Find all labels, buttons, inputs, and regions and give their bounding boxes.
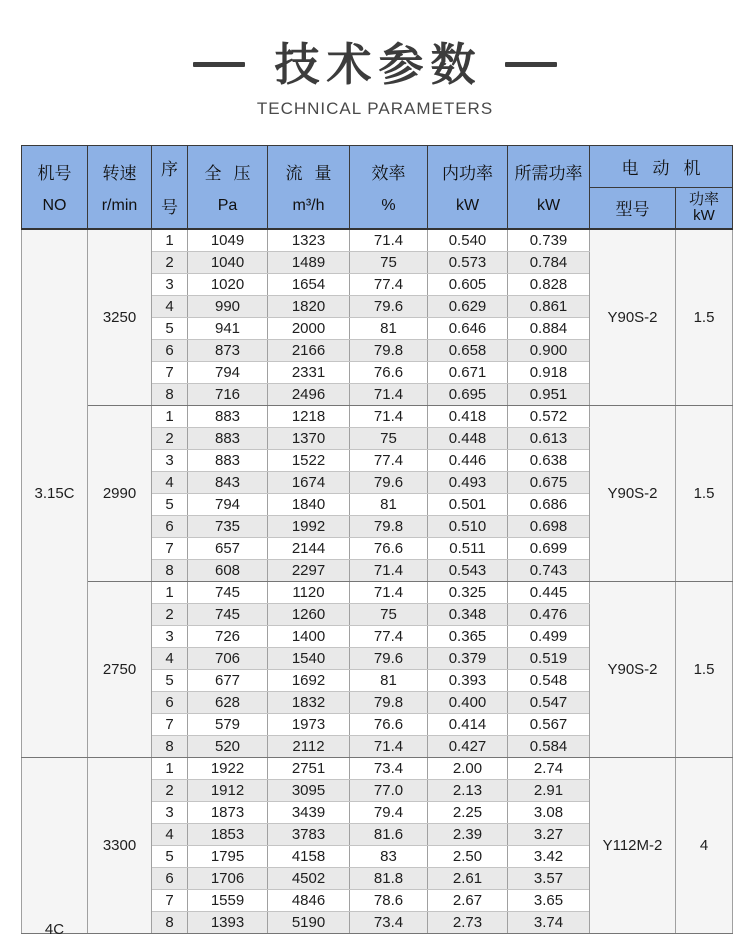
col-header-machine-no bbox=[22, 145, 88, 229]
cell-serial: 8 bbox=[152, 560, 188, 582]
speed-cell: 2990 bbox=[88, 406, 152, 582]
cell-internal-power: 0.393 bbox=[428, 670, 508, 692]
cell-flow: 1370 bbox=[268, 428, 350, 450]
cell-efficiency: 81.6 bbox=[350, 824, 428, 846]
speed-cell: 3250 bbox=[88, 229, 152, 406]
title-dash-right bbox=[505, 62, 557, 67]
cell-serial: 8 bbox=[152, 736, 188, 758]
cell-pressure: 1393 bbox=[188, 912, 268, 934]
cell-efficiency: 76.6 bbox=[350, 538, 428, 560]
cell-flow: 1540 bbox=[268, 648, 350, 670]
pressure-unit: Pa bbox=[217, 196, 238, 214]
cell-serial: 2 bbox=[152, 780, 188, 802]
speed-en: r/min bbox=[101, 196, 138, 214]
cell-internal-power: 0.400 bbox=[428, 692, 508, 714]
title-dash-left bbox=[193, 62, 245, 67]
cell-efficiency: 71.4 bbox=[350, 406, 428, 428]
serial-zh2: 号 bbox=[161, 198, 178, 218]
cell-required-power: 3.57 bbox=[508, 868, 590, 890]
cell-efficiency: 71.4 bbox=[350, 229, 428, 252]
technical-parameters-table bbox=[21, 145, 733, 938]
cell-internal-power: 2.39 bbox=[428, 824, 508, 846]
cell-flow: 1260 bbox=[268, 604, 350, 626]
motor-zh: 电动机 bbox=[621, 158, 715, 178]
cell-flow: 1674 bbox=[268, 472, 350, 494]
page-subtitle: TECHNICAL PARAMETERS bbox=[256, 98, 494, 118]
cell-internal-power: 2.13 bbox=[428, 780, 508, 802]
cell-pressure: 1706 bbox=[188, 868, 268, 890]
cell-pressure: 873 bbox=[188, 340, 268, 362]
motor-power-cell: 1.5 bbox=[676, 582, 733, 758]
cell-pressure: 1049 bbox=[188, 229, 268, 252]
internal-power-unit: kW bbox=[455, 196, 480, 214]
cell-pressure: 716 bbox=[188, 384, 268, 406]
cell-internal-power: 0.573 bbox=[428, 252, 508, 274]
cell-efficiency: 76.6 bbox=[350, 714, 428, 736]
cell-internal-power: 0.543 bbox=[428, 560, 508, 582]
cell-required-power: 0.900 bbox=[508, 340, 590, 362]
cell-required-power: 2.91 bbox=[508, 780, 590, 802]
cell-serial: 1 bbox=[152, 582, 188, 604]
cell-internal-power: 2.00 bbox=[428, 758, 508, 780]
cell-required-power: 0.572 bbox=[508, 406, 590, 428]
cell-required-power: 3.74 bbox=[508, 912, 590, 934]
cell-required-power: 0.584 bbox=[508, 736, 590, 758]
cell-required-power: 0.699 bbox=[508, 538, 590, 560]
cell-efficiency: 79.8 bbox=[350, 692, 428, 714]
cell-serial: 2 bbox=[152, 428, 188, 450]
cell-internal-power: 0.427 bbox=[428, 736, 508, 758]
header-row-1 bbox=[22, 145, 733, 187]
table-row bbox=[22, 229, 733, 252]
cell-efficiency: 71.4 bbox=[350, 736, 428, 758]
cell-serial: 4 bbox=[152, 296, 188, 318]
cell-pressure: 1559 bbox=[188, 890, 268, 912]
speed-zh: 转速 bbox=[102, 163, 137, 183]
pressure-zh: 全压 bbox=[204, 163, 263, 183]
cell-serial: 1 bbox=[152, 758, 188, 780]
cell-required-power: 0.918 bbox=[508, 362, 590, 384]
efficiency-unit: % bbox=[381, 196, 396, 214]
cell-efficiency: 83 bbox=[350, 846, 428, 868]
cell-internal-power: 0.510 bbox=[428, 516, 508, 538]
col-header-internal-power bbox=[428, 145, 508, 229]
cell-internal-power: 0.540 bbox=[428, 229, 508, 252]
machine-no-en: NO bbox=[42, 196, 67, 214]
cell-pressure: 1922 bbox=[188, 758, 268, 780]
required-power-zh: 所需功率 bbox=[514, 163, 583, 183]
cell-serial: 7 bbox=[152, 890, 188, 912]
cell-internal-power: 0.646 bbox=[428, 318, 508, 340]
cell-serial: 3 bbox=[152, 274, 188, 296]
motor-model-zh: 型号 bbox=[615, 200, 650, 220]
cell-pressure: 520 bbox=[188, 736, 268, 758]
cell-flow: 1832 bbox=[268, 692, 350, 714]
cell-pressure: 1873 bbox=[188, 802, 268, 824]
cell-serial: 5 bbox=[152, 670, 188, 692]
cell-efficiency: 81.8 bbox=[350, 868, 428, 890]
cell-flow: 3783 bbox=[268, 824, 350, 846]
cell-flow: 1820 bbox=[268, 296, 350, 318]
cell-internal-power: 0.414 bbox=[428, 714, 508, 736]
cell-internal-power: 0.348 bbox=[428, 604, 508, 626]
cell-required-power: 0.613 bbox=[508, 428, 590, 450]
cell-pressure: 745 bbox=[188, 604, 268, 626]
cell-required-power: 0.547 bbox=[508, 692, 590, 714]
col-header-motor-model bbox=[590, 187, 676, 229]
cell-required-power: 3.65 bbox=[508, 890, 590, 912]
cell-efficiency: 77.4 bbox=[350, 450, 428, 472]
cell-serial: 6 bbox=[152, 692, 188, 714]
cell-serial: 1 bbox=[152, 229, 188, 252]
cell-flow: 2297 bbox=[268, 560, 350, 582]
cell-serial: 7 bbox=[152, 362, 188, 384]
cell-serial: 3 bbox=[152, 450, 188, 472]
cell-internal-power: 0.446 bbox=[428, 450, 508, 472]
speed-cell: 2750 bbox=[88, 582, 152, 758]
cell-pressure: 726 bbox=[188, 626, 268, 648]
cell-flow: 2112 bbox=[268, 736, 350, 758]
cell-required-power: 0.686 bbox=[508, 494, 590, 516]
cell-pressure: 657 bbox=[188, 538, 268, 560]
col-header-pressure bbox=[188, 145, 268, 229]
title-block bbox=[0, 0, 750, 119]
cell-required-power: 3.42 bbox=[508, 846, 590, 868]
cell-internal-power: 0.448 bbox=[428, 428, 508, 450]
flow-unit: m³/h bbox=[292, 196, 325, 214]
cell-required-power: 0.499 bbox=[508, 626, 590, 648]
cell-efficiency: 79.8 bbox=[350, 516, 428, 538]
cell-efficiency: 77.0 bbox=[350, 780, 428, 802]
cell-internal-power: 0.629 bbox=[428, 296, 508, 318]
cell-efficiency: 77.4 bbox=[350, 274, 428, 296]
motor-power-unit: kW bbox=[693, 206, 715, 224]
cell-pressure: 1853 bbox=[188, 824, 268, 846]
cell-flow: 2166 bbox=[268, 340, 350, 362]
cell-serial: 3 bbox=[152, 802, 188, 824]
cell-flow: 4158 bbox=[268, 846, 350, 868]
cell-serial: 5 bbox=[152, 494, 188, 516]
cell-required-power: 0.445 bbox=[508, 582, 590, 604]
internal-power-zh: 内功率 bbox=[442, 163, 493, 183]
cell-flow: 5190 bbox=[268, 912, 350, 934]
table-header bbox=[22, 145, 733, 229]
cell-efficiency: 79.4 bbox=[350, 802, 428, 824]
cell-required-power: 0.743 bbox=[508, 560, 590, 582]
cell-pressure: 1912 bbox=[188, 780, 268, 802]
cell-flow: 1840 bbox=[268, 494, 350, 516]
cell-flow: 1323 bbox=[268, 229, 350, 252]
cell-flow: 2331 bbox=[268, 362, 350, 384]
cell-pressure: 1040 bbox=[188, 252, 268, 274]
machine-no-label: 3.15C bbox=[34, 485, 75, 502]
cell-required-power: 0.784 bbox=[508, 252, 590, 274]
cell-required-power: 0.548 bbox=[508, 670, 590, 692]
cell-required-power: 0.739 bbox=[508, 229, 590, 252]
cell-pressure: 677 bbox=[188, 670, 268, 692]
serial-zh: 序 bbox=[161, 160, 178, 180]
cell-pressure: 1795 bbox=[188, 846, 268, 868]
cell-flow: 4502 bbox=[268, 868, 350, 890]
cell-efficiency: 81 bbox=[350, 670, 428, 692]
cell-serial: 3 bbox=[152, 626, 188, 648]
cell-internal-power: 0.379 bbox=[428, 648, 508, 670]
cell-pressure: 883 bbox=[188, 428, 268, 450]
machine-no-label: 4C bbox=[44, 921, 65, 938]
cell-flow: 1522 bbox=[268, 450, 350, 472]
cell-internal-power: 0.325 bbox=[428, 582, 508, 604]
cell-internal-power: 0.671 bbox=[428, 362, 508, 384]
cell-pressure: 883 bbox=[188, 406, 268, 428]
cell-efficiency: 76.6 bbox=[350, 362, 428, 384]
cell-flow: 1973 bbox=[268, 714, 350, 736]
cell-serial: 8 bbox=[152, 912, 188, 934]
col-header-flow bbox=[268, 145, 350, 229]
cell-serial: 6 bbox=[152, 340, 188, 362]
cell-efficiency: 79.6 bbox=[350, 296, 428, 318]
cell-required-power: 0.861 bbox=[508, 296, 590, 318]
cell-required-power: 0.567 bbox=[508, 714, 590, 736]
table-row bbox=[22, 406, 733, 428]
cell-pressure: 745 bbox=[188, 582, 268, 604]
cell-pressure: 883 bbox=[188, 450, 268, 472]
efficiency-zh: 效率 bbox=[371, 163, 406, 183]
col-header-motor bbox=[590, 145, 733, 187]
cell-serial: 2 bbox=[152, 604, 188, 626]
cell-pressure: 735 bbox=[188, 516, 268, 538]
cell-efficiency: 75 bbox=[350, 604, 428, 626]
cell-required-power: 2.74 bbox=[508, 758, 590, 780]
cell-flow: 3439 bbox=[268, 802, 350, 824]
cell-serial: 7 bbox=[152, 714, 188, 736]
cell-efficiency: 73.4 bbox=[350, 758, 428, 780]
cell-efficiency: 79.8 bbox=[350, 340, 428, 362]
col-header-serial bbox=[152, 145, 188, 229]
table-row bbox=[22, 758, 733, 780]
cell-required-power: 3.27 bbox=[508, 824, 590, 846]
page-title: 技术参数 bbox=[274, 39, 483, 90]
cell-flow: 2144 bbox=[268, 538, 350, 560]
motor-power-cell: 1.5 bbox=[676, 229, 733, 406]
cell-internal-power: 0.658 bbox=[428, 340, 508, 362]
cell-flow: 1400 bbox=[268, 626, 350, 648]
cell-internal-power: 2.25 bbox=[428, 802, 508, 824]
cell-flow: 1120 bbox=[268, 582, 350, 604]
cell-efficiency: 81 bbox=[350, 494, 428, 516]
cell-internal-power: 2.50 bbox=[428, 846, 508, 868]
motor-power-zh: 功率 bbox=[688, 191, 719, 208]
motor-power-cell: 4 bbox=[676, 758, 733, 934]
speed-cell: 3300 bbox=[88, 758, 152, 934]
cell-efficiency: 77.4 bbox=[350, 626, 428, 648]
col-header-motor-power bbox=[676, 187, 733, 229]
cell-internal-power: 0.501 bbox=[428, 494, 508, 516]
cell-internal-power: 0.365 bbox=[428, 626, 508, 648]
machine-no-cell bbox=[22, 229, 88, 758]
cell-required-power: 0.476 bbox=[508, 604, 590, 626]
cell-internal-power: 2.73 bbox=[428, 912, 508, 934]
col-header-speed bbox=[88, 145, 152, 229]
cell-serial: 4 bbox=[152, 824, 188, 846]
flow-zh: 流量 bbox=[285, 163, 344, 183]
cell-pressure: 794 bbox=[188, 494, 268, 516]
cell-efficiency: 73.4 bbox=[350, 912, 428, 934]
cell-efficiency: 71.4 bbox=[350, 384, 428, 406]
cell-flow: 1489 bbox=[268, 252, 350, 274]
cell-flow: 1654 bbox=[268, 274, 350, 296]
col-header-required-power bbox=[508, 145, 590, 229]
cell-pressure: 579 bbox=[188, 714, 268, 736]
cell-internal-power: 2.61 bbox=[428, 868, 508, 890]
table-body bbox=[22, 229, 733, 938]
cell-efficiency: 79.6 bbox=[350, 648, 428, 670]
cell-efficiency: 75 bbox=[350, 252, 428, 274]
cell-serial: 4 bbox=[152, 648, 188, 670]
cell-efficiency: 79.6 bbox=[350, 472, 428, 494]
cell-serial: 6 bbox=[152, 516, 188, 538]
cell-pressure: 843 bbox=[188, 472, 268, 494]
cell-flow: 2000 bbox=[268, 318, 350, 340]
motor-model-cell: Y90S-2 bbox=[590, 406, 676, 582]
cell-serial: 8 bbox=[152, 384, 188, 406]
cell-efficiency: 78.6 bbox=[350, 890, 428, 912]
cell-flow: 3095 bbox=[268, 780, 350, 802]
cell-required-power: 0.828 bbox=[508, 274, 590, 296]
cell-internal-power: 0.493 bbox=[428, 472, 508, 494]
cell-flow: 2496 bbox=[268, 384, 350, 406]
machine-no-zh: 机号 bbox=[37, 163, 72, 183]
cell-serial: 2 bbox=[152, 252, 188, 274]
cell-serial: 5 bbox=[152, 846, 188, 868]
machine-no-cell bbox=[22, 758, 88, 938]
cell-serial: 1 bbox=[152, 406, 188, 428]
cell-required-power: 0.519 bbox=[508, 648, 590, 670]
col-header-efficiency bbox=[350, 145, 428, 229]
cell-required-power: 0.698 bbox=[508, 516, 590, 538]
cell-flow: 1992 bbox=[268, 516, 350, 538]
cell-required-power: 3.08 bbox=[508, 802, 590, 824]
cell-required-power: 0.951 bbox=[508, 384, 590, 406]
cell-pressure: 628 bbox=[188, 692, 268, 714]
cell-efficiency: 81 bbox=[350, 318, 428, 340]
cell-flow: 1692 bbox=[268, 670, 350, 692]
cell-efficiency: 71.4 bbox=[350, 560, 428, 582]
cell-pressure: 990 bbox=[188, 296, 268, 318]
motor-model-cell: Y112M-2 bbox=[590, 758, 676, 934]
cell-flow: 1218 bbox=[268, 406, 350, 428]
cell-pressure: 1020 bbox=[188, 274, 268, 296]
cell-internal-power: 0.418 bbox=[428, 406, 508, 428]
motor-power-cell: 1.5 bbox=[676, 406, 733, 582]
cell-pressure: 794 bbox=[188, 362, 268, 384]
cell-efficiency: 71.4 bbox=[350, 582, 428, 604]
cell-internal-power: 2.67 bbox=[428, 890, 508, 912]
cell-serial: 7 bbox=[152, 538, 188, 560]
cell-internal-power: 0.695 bbox=[428, 384, 508, 406]
required-power-unit: kW bbox=[536, 196, 561, 214]
cell-internal-power: 0.605 bbox=[428, 274, 508, 296]
cell-internal-power: 0.511 bbox=[428, 538, 508, 560]
cell-required-power: 0.638 bbox=[508, 450, 590, 472]
cell-efficiency: 75 bbox=[350, 428, 428, 450]
motor-model-cell: Y90S-2 bbox=[590, 229, 676, 406]
cell-serial: 6 bbox=[152, 868, 188, 890]
cell-pressure: 941 bbox=[188, 318, 268, 340]
title-row bbox=[0, 40, 750, 90]
cell-required-power: 0.675 bbox=[508, 472, 590, 494]
cell-serial: 4 bbox=[152, 472, 188, 494]
cell-flow: 2751 bbox=[268, 758, 350, 780]
cell-flow: 4846 bbox=[268, 890, 350, 912]
table-row bbox=[22, 582, 733, 604]
cell-pressure: 608 bbox=[188, 560, 268, 582]
cell-required-power: 0.884 bbox=[508, 318, 590, 340]
cell-serial: 5 bbox=[152, 318, 188, 340]
motor-model-cell: Y90S-2 bbox=[590, 582, 676, 758]
cell-pressure: 706 bbox=[188, 648, 268, 670]
